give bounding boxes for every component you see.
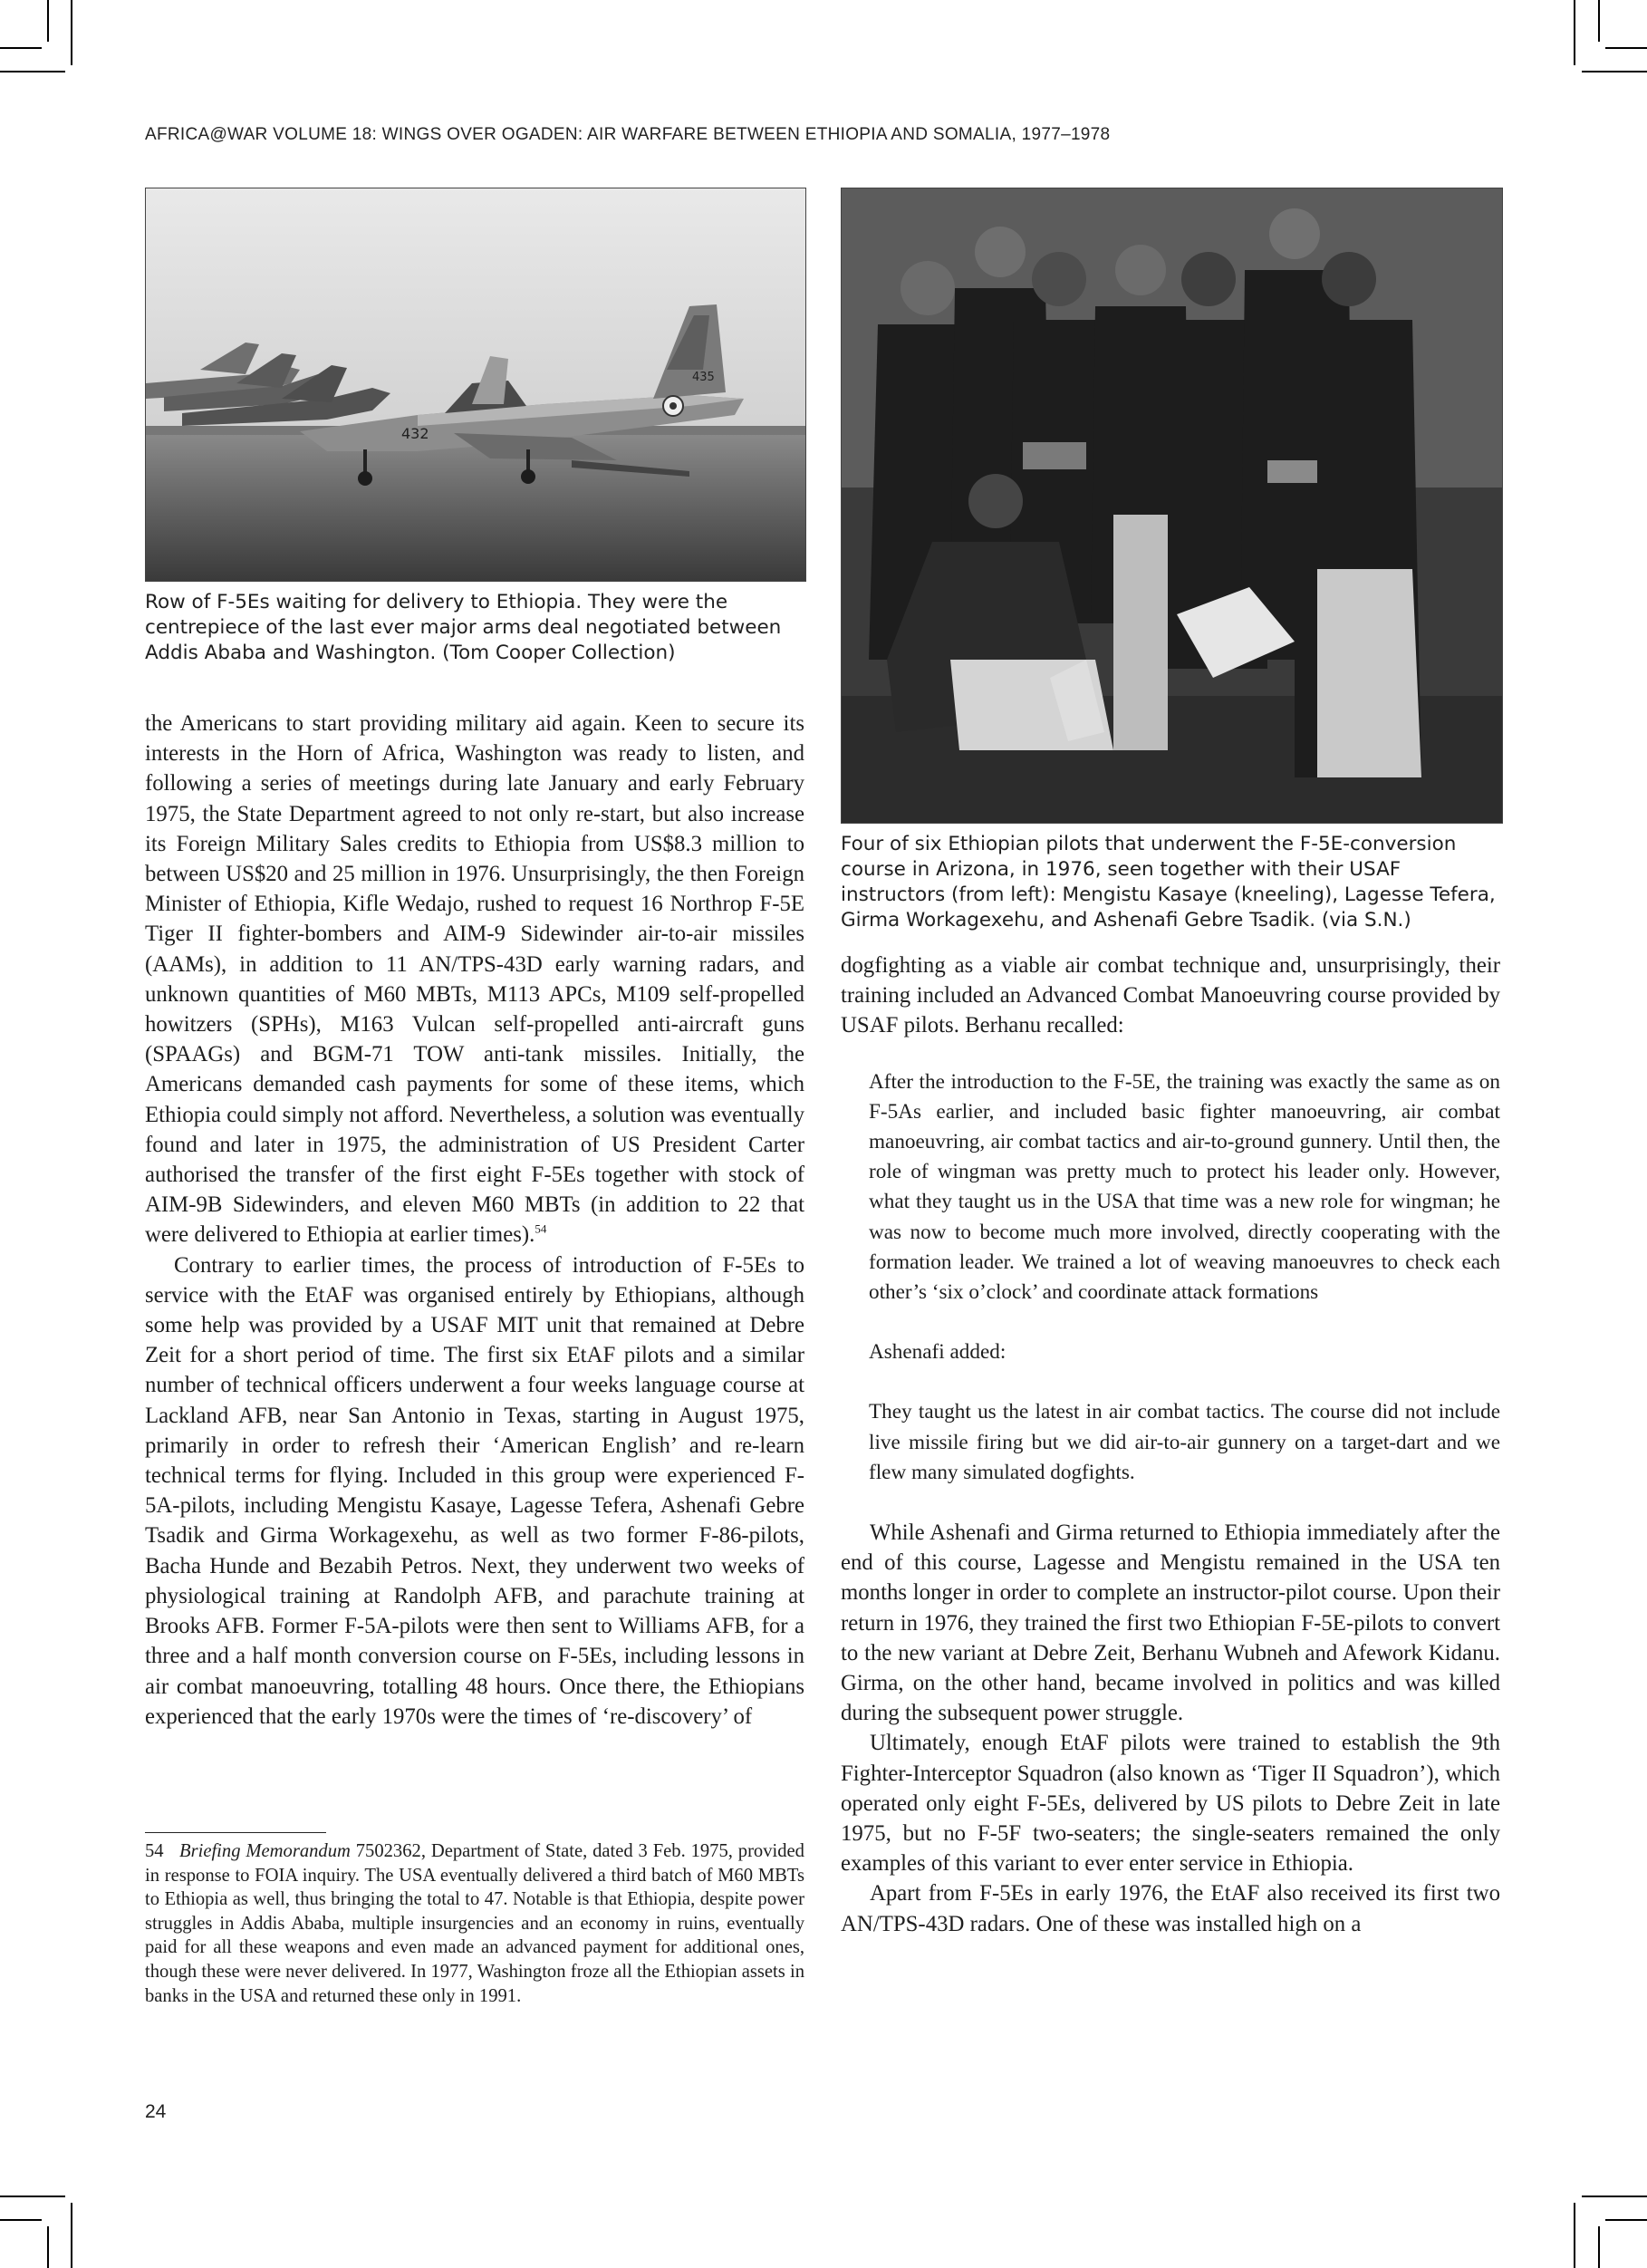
crop-mark	[1605, 2219, 1647, 2221]
footnote-doc-title: Briefing Memorandum	[179, 1841, 351, 1861]
crop-mark	[1598, 0, 1600, 42]
crop-mark	[1598, 2226, 1600, 2268]
paragraph: Contrary to earlier times, the process of introduction of F-5Es to service with the EtAF was organised entirely by Ethiopians, although some help was provided by a USAF MIT unit that remained at Debre Zeit for a short period of time. The first six EtAF pilots and a similar number of technical officers underwent a four weeks language course at Lackland AFB, near San Antonio in Texas, starting in August 1975, primarily in order to refresh their ‘American English’ and re-learn technical terms for flying. Included in this group were experienced F-5A-pilots, including Mengistu Kasaye, Lagesse Tefera, Ashenafi Gebre Tsadik and Girma Workagexehu, as well as two former F-86-pilots, Bacha Hunde and Bezabih Petros. Next, they underwent two weeks of physiological training at Randolph AFB, and parachute training at Brooks AFB. Former F-5A-pilots were then sent to Williams AFB, for a three and a half month conversion course on F-5Es, including lessons in air combat manoeuvring, totalling 48 hours. Once there, the Ethiopians experienced that the early 1970s were the times of ‘re-discovery’ of	[145, 1252, 804, 1729]
crop-mark	[47, 2226, 49, 2268]
tail-number: 435	[692, 371, 715, 384]
paragraph: the Americans to start providing military aid again. Keen to secure its interests in the Horn of Africa, Washington was ready to listen, and following a series of meetings during late January and early February 1975, the State Department agreed to not only re-start, but also increase its Foreign Military Sales credits to Ethiopia from US$8.3 million to between US$20 and 25 million in 1976. Unsurprisingly, the then Foreign Minister of Ethiopia, Kifle Wedajo, rushed to request 16 Northrop F-5E Tiger II fighter-bombers and AIM-9 Sidewinder air-to-air missiles (AAMs), in addition to 11 AN/TPS-43D early warning radars, and unknown quantities of M60 MBTs, M113 APCs, M109 self-propelled howitzers (SPHs), M163 Vulcan self-propelled anti-aircraft guns (SPAAGs) and BGM-71 TOW anti-tank missiles. Initially, the Americans demanded cash payments for some of these items, which Ethiopia could simply not afford. Nevertheless, a solution was eventually found and later in 1975, the administration of US President Carter authorised the transfer of the first eight F-5Es together with stock of AIM-9B Sidewinders, and eleven M60 MBTs (in addition to 22 that were delivered to Ethiopia at earlier times).$^{54}$	[145, 711, 804, 1248]
block-quote: After the introduction to the F-5E, the training was exactly the same as on F-5As earlier, and included basic fighter manoeuvring, air combat manoeuvring, air combat tactics and air-to-ground gunnery. Until then, the role of wingman was pretty much to protect his leader only. However, what they taught us in the USA that time was a new role for wingman; he was now to become much more involved, directly cooperating with the formation leader. We trained a lot of weaving manoeuvres to check each other’s ‘six o’clock’ and coordinate attack formations	[869, 1069, 1500, 1305]
footnote-rule	[145, 1832, 326, 1833]
running-header: AFRICA@WAR VOLUME 18: WINGS OVER OGADEN: AIR WARFARE BETWEEN ETHIOPIA AND SOMALIA, 1977–1978	[145, 125, 1111, 144]
jets-photo-caption: Row of F-5Es waiting for delivery to Ethiopia. They were the centrepiece of the last ever major arms deal negotiated between Addis Ababa and Washington. (Tom Cooper Collection)	[145, 591, 782, 664]
left-column	[145, 709, 804, 1732]
right-column	[841, 951, 1500, 1939]
crop-mark	[1605, 47, 1647, 49]
paragraph: Apart from F-5Es in early 1976, the EtAF also received its first two AN/TPS-43D radars. One of these was installed high on a	[841, 1881, 1500, 1936]
footnote-ref: 54	[535, 1222, 547, 1237]
block-quote: They taught us the latest in air combat tactics. The course did not include live missile firing but we did air-to-air gunnery on a target-dart and we flew many simulated dogfights.	[869, 1400, 1500, 1484]
crop-mark	[1582, 2196, 1647, 2197]
paragraph: Ultimately, enough EtAF pilots were trained to establish the 9th Fighter-Interceptor Squadron (also known as ‘Tiger II Squadron’), which operated only eight F-5Es, delivered by US pilots to Debre Zeit in late 1975, but no F-5F two-seaters; the single-seaters remained the only examples of this variant to ever enter service in Ethiopia.	[841, 1731, 1500, 1877]
fuselage-number: 432	[401, 425, 429, 442]
page-number: 24	[145, 2101, 167, 2122]
crop-mark	[0, 2196, 65, 2197]
crop-mark	[0, 71, 65, 72]
footnote-number: 54	[145, 1841, 164, 1861]
crop-mark	[0, 47, 42, 49]
crop-mark	[71, 0, 72, 65]
footnote-text: 7502362, Department of State, dated 3 Feb. 1975, provided in response to FOIA inquiry. The USA eventually delivered a third batch of M60 MBTs to Ethiopia as well, thus bringing the total to 47. Notable is that Ethiopia, despite power struggles in Addis Ababa, multiple insurgencies and an economy in ruins, eventually paid for all these weapons and even made an advanced payment for additional ones, though these were never delivered. In 1977, Washington froze all the Ethiopian assets in banks in the USA and returned these only in 1991.	[145, 1841, 804, 2006]
paragraph: While Ashenafi and Girma returned to Ethiopia immediately after the end of this course, Lagesse and Mengistu remained in the USA ten months longer in order to complete an instructor-pilot course. Upon their return in 1976, they trained the first two Ethiopian F-5E-pilots to convert to the new variant at Debre Zeit, Berhanu Wubneh and Afework Kidanu. Girma, on the other hand, became involved in politics and was killed during the subsequent power struggle.	[841, 1520, 1500, 1726]
crop-mark	[1574, 2203, 1575, 2268]
quote-intro: Ashenafi added:	[869, 1340, 1006, 1365]
crop-mark	[47, 0, 49, 42]
crop-mark	[1582, 71, 1647, 72]
crop-mark	[0, 2219, 42, 2221]
crop-mark	[1574, 0, 1575, 65]
paragraph: dogfighting as a viable air combat technique and, unsurprisingly, their training included an Advanced Combat Manoeuvring course provided by USAF pilots. Berhanu recalled:	[841, 953, 1500, 1038]
crop-mark	[71, 2203, 72, 2268]
pilots-group-photo	[841, 188, 1503, 824]
f5e-row-photo	[145, 188, 806, 582]
pilots-photo-caption: Four of six Ethiopian pilots that underwent the F-5E-conversion course in Arizona, in 1976, seen together with their USAF instructors (from left): Mengistu Kasaye (kneeling), Lagesse Tefera, Girma Workagexehu, and Ashenafi Gebre Tsadik. (via S.N.)	[841, 833, 1496, 931]
footnote	[145, 1839, 804, 2008]
